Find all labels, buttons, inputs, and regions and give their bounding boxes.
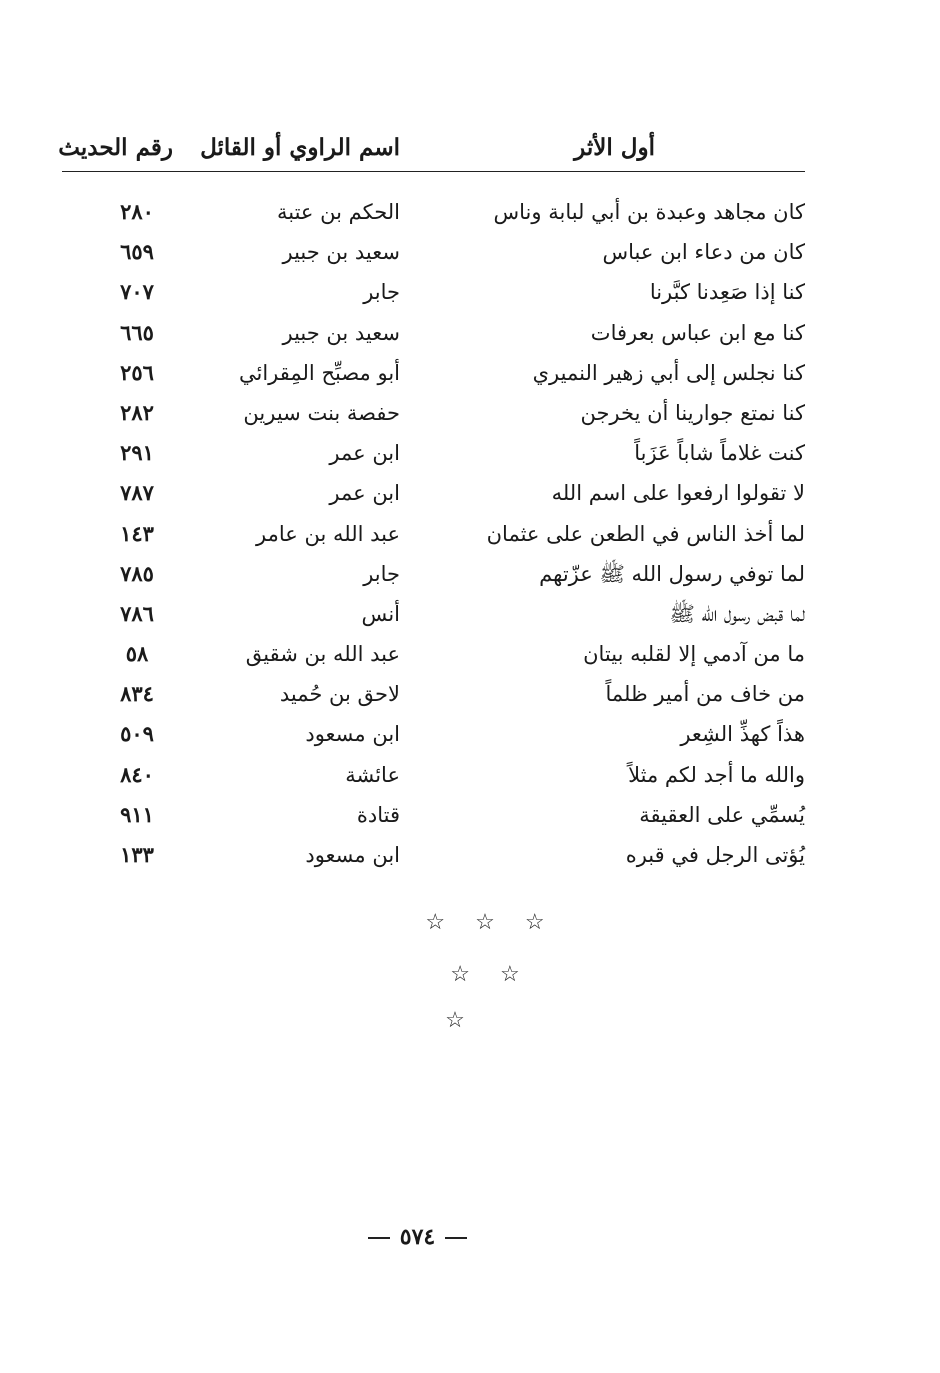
- table-row: [62, 755, 805, 795]
- first-words-cell: كنت غلاماً شاباً عَزَباً: [634, 441, 805, 466]
- narrator-cell: عبد الله بن عامر: [256, 521, 400, 546]
- table-row: [62, 634, 805, 674]
- table-row: [62, 433, 805, 473]
- table-row: [62, 192, 805, 232]
- folio-dash-left: [368, 1237, 390, 1239]
- first-words-cell: كان مجاهد وعبدة بن أبي لبابة وناس: [493, 200, 805, 224]
- hadith-number-cell: ٧٨٥: [120, 560, 154, 586]
- hadith-number-cell: ١٣٣: [120, 842, 154, 867]
- table-row: [62, 514, 805, 554]
- header-number: رقم الحديث: [58, 134, 173, 161]
- narrator-cell: عبد الله بن شقيق: [245, 642, 400, 667]
- narrator-cell: أنس: [361, 601, 400, 626]
- narrator-cell: ابن عمر: [329, 481, 400, 506]
- hadith-number-cell: ٥٠٩: [120, 721, 154, 747]
- first-words-cell: كنا نمتع جوارينا أن يخرجن: [580, 400, 805, 425]
- narrator-cell: جابر: [363, 280, 400, 305]
- hadith-number-cell: ١٤٣: [120, 520, 154, 546]
- first-words-cell: لما قبض رسول الله ﷺ: [669, 601, 805, 626]
- index-table: [62, 192, 805, 875]
- table-row: [62, 714, 805, 754]
- first-words-cell: لما أخذ الناس في الطعن على عثمان: [486, 521, 805, 546]
- header-first-words: أول الأثر: [574, 134, 655, 161]
- narrator-cell: ابن عمر: [329, 441, 400, 466]
- ornament-stars-row-2: ☆☆: [450, 962, 550, 987]
- hadith-number-cell: ٨٤٠: [120, 761, 154, 787]
- first-words-cell: كنا نجلس إلى أبي زهير النميري: [532, 360, 805, 385]
- narrator-cell: عائشة: [345, 762, 400, 787]
- narrator-cell: جابر: [363, 561, 400, 586]
- narrator-cell: حفصة بنت سيرين: [243, 400, 400, 425]
- narrator-cell: قتادة: [356, 802, 400, 827]
- table-row: [62, 795, 805, 835]
- first-words-cell: والله ما أجد لكم مثلاً: [628, 762, 805, 787]
- table-row: [62, 554, 805, 594]
- table-row: [62, 313, 805, 353]
- narrator-cell: ابن مسعود: [305, 843, 400, 867]
- first-words-cell: كان من دعاء ابن عباس: [602, 240, 805, 265]
- first-words-cell: ما من آدمي إلا لقلبه بيتان: [583, 642, 805, 667]
- hadith-number-cell: ٦٦٥: [120, 319, 154, 345]
- narrator-cell: سعيد بن جبير: [282, 320, 400, 345]
- folio-dash-right: [445, 1237, 467, 1239]
- first-words-cell: هذاً كهذِّ الشِعر: [680, 722, 805, 747]
- narrator-cell: أبو مصبِّح المِقرائي: [239, 360, 400, 385]
- hadith-number-cell: ٢٨٢: [120, 399, 154, 425]
- table-row: [62, 674, 805, 714]
- ornament-stars-row-1: ☆☆☆: [425, 910, 575, 935]
- table-row: [62, 835, 805, 875]
- page-number: [0, 1224, 835, 1250]
- hadith-number-cell: ٢٩١: [120, 440, 154, 466]
- header-narrator: اسم الراوي أو القائل: [200, 134, 400, 161]
- table-row: [62, 272, 805, 312]
- table-row: [62, 393, 805, 433]
- hadith-number-cell: ٧٠٧: [120, 279, 154, 305]
- hadith-number-cell: ٥٨: [125, 641, 149, 667]
- first-words-cell: كنا إذا صَعِدنا كبَّرنا: [649, 280, 805, 305]
- hadith-number-cell: ٧٨٧: [120, 480, 154, 506]
- table-row: [62, 473, 805, 513]
- first-words-cell: كنا مع ابن عباس بعرفات: [590, 320, 805, 345]
- narrator-cell: ابن مسعود: [305, 722, 400, 747]
- hadith-number-cell: ٨٣٤: [120, 681, 154, 707]
- table-row: [62, 594, 805, 634]
- narrator-cell: لاحق بن حُميد: [279, 682, 400, 707]
- table-row: [62, 232, 805, 272]
- ornament-stars-row-3: ☆: [445, 1008, 495, 1033]
- hadith-number-cell: ٩١١: [120, 801, 154, 827]
- narrator-cell: الحكم بن عتبة: [276, 200, 400, 224]
- header-rule: [62, 171, 805, 172]
- table-row: [62, 353, 805, 393]
- page-number-text: ٥٧٤: [399, 1224, 436, 1250]
- hadith-number-cell: ٢٥٦: [120, 359, 154, 385]
- first-words-cell: يُسمِّي على العقيقة: [639, 802, 805, 827]
- narrator-cell: سعيد بن جبير: [282, 240, 400, 265]
- first-words-cell: لما توفي رسول الله ﷺ عزّتهم: [539, 561, 805, 586]
- hadith-number-cell: ٦٥٩: [120, 239, 154, 265]
- first-words-cell: من خاف من أمير ظلماً: [605, 682, 805, 707]
- first-words-cell: لا تقولوا ارفعوا على اسم الله: [551, 481, 805, 506]
- table-header: [58, 134, 805, 174]
- first-words-cell: يُؤتى الرجل في قبره: [625, 843, 805, 867]
- hadith-number-cell: ٢٨٠: [120, 199, 154, 224]
- hadith-number-cell: ٧٨٦: [120, 600, 154, 626]
